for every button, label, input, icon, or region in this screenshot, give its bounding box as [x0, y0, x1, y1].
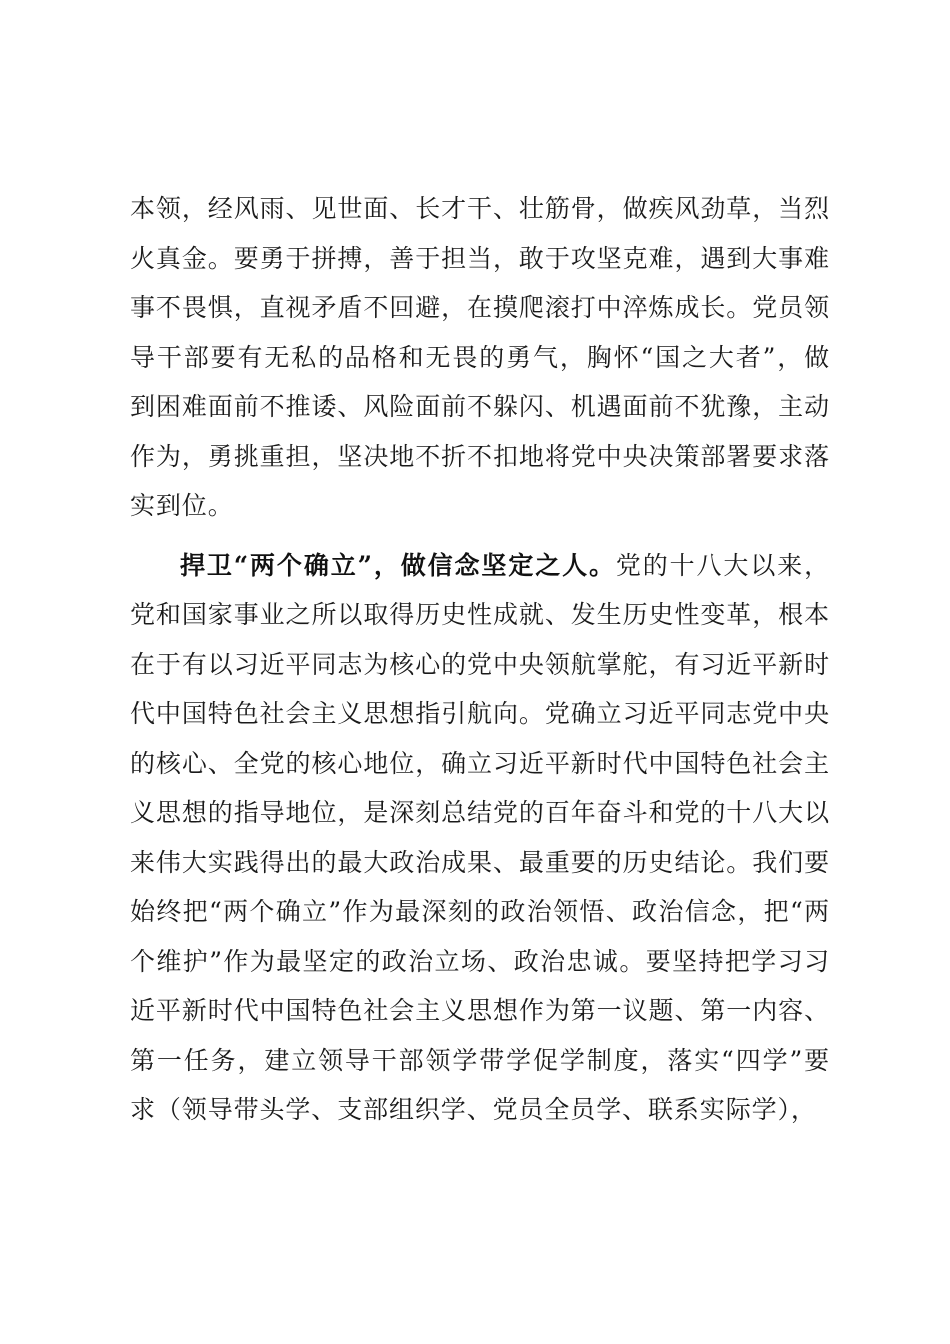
paragraph-continuation [130, 184, 830, 531]
document-body [130, 184, 830, 1135]
paragraph-text: 本领，经风雨、见世面、长才干、壮筋骨，做疾风劲草，当烈火真金。要勇于拼搏，善于担当，敢于攻坚克难，遇到大事难事不畏惧，直视矛盾不回避，在摸爬滚打中淬炼成长。党员领导干部要有无私的品格和无畏的勇气，胸怀“国之大者”，做到困难面前不推诿、风险面前不躲闪、机遇面前不犹豫，主动作为，勇挑重担，坚决地不折不扣地将党中央决策部署要求落实到位。 [130, 194, 830, 520]
paragraph-two-establishments [130, 541, 830, 1135]
paragraph-lead-heading: 捍卫“两个确立”，做信念坚定之人。 [180, 550, 616, 580]
paragraph-text: 党的十八大以来，党和国家事业之所以取得历史性成就、发生历史性变革，根本在于有以习近平同志为核心的党中央领航掌舵，有习近平新时代中国特色社会主义思想指引航向。党确立习近平同志党中央的核心、全党的核心地位，确立习近平新时代中国特色社会主义思想的指导地位，是深刻总结党的百年奋斗和党的十八大以来伟大实践得出的最大政治成果、最重要的历史结论。我们要始终把“两个确立”作为最深刻的政治领悟、政治信念，把“两个维护”作为最坚定的政治立场、政治忠诚。要坚持把学习习近平新时代中国特色社会主义思想作为第一议题、第一内容、第一任务，建立领导干部领学带学促学制度，落实“四学”要求（领导带头学、支部组织学、党员全员学、联系实际学）， [130, 550, 830, 1124]
